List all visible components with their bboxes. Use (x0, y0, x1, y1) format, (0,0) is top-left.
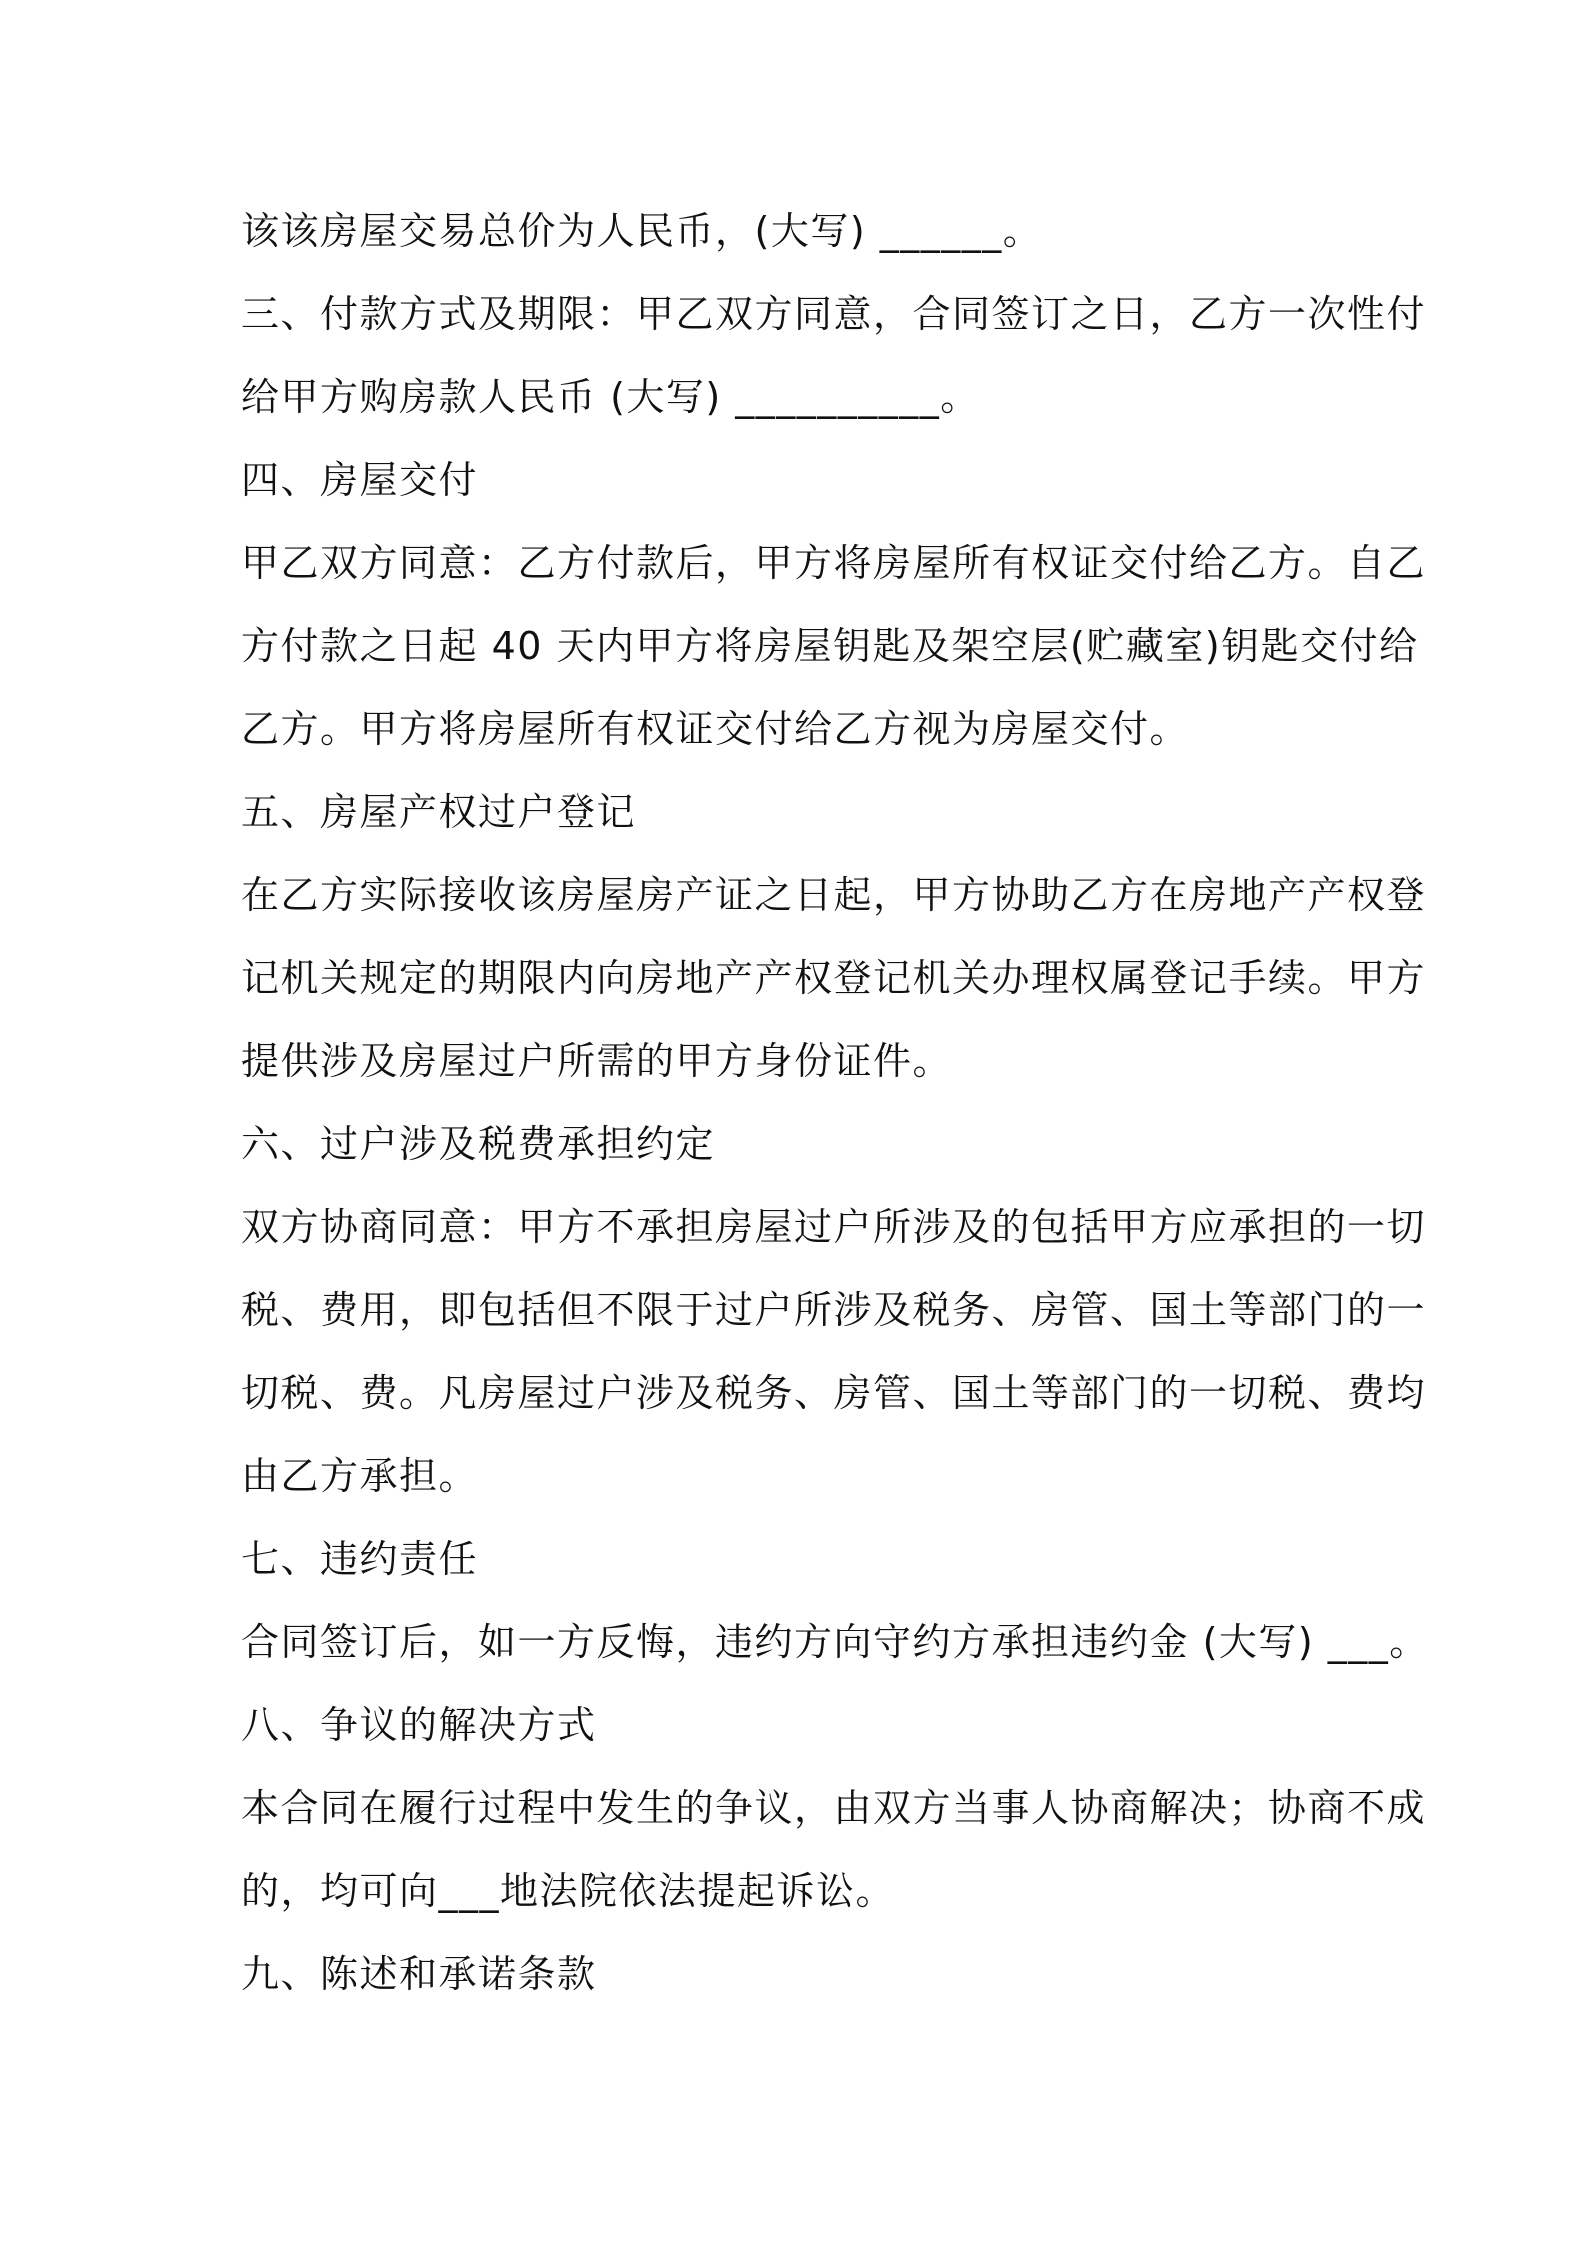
paragraph-line: 方付款之日起 40 天内甲方将房屋钥匙及架空层(贮藏室)钥匙交付给 (241, 624, 1419, 668)
section-heading-taxes: 六、过户涉及税费承担约定 (241, 1122, 716, 1166)
section-heading-dispute: 八、争议的解决方式 (241, 1703, 597, 1747)
section-heading-payment: 三、付款方式及期限：甲乙双方同意，合同签订之日，乙方一次性付 (241, 292, 1427, 336)
paragraph-line: 在乙方实际接收该房屋房产证之日起，甲方协助乙方在房地产产权登 (241, 873, 1427, 917)
paragraph-line: 乙方。甲方将房屋所有权证交付给乙方视为房屋交付。 (241, 707, 1190, 751)
section-heading-transfer-registration: 五、房屋产权过户登记 (241, 790, 637, 834)
paragraph-line: 给甲方购房款人民币 (大写) __________。 (241, 375, 980, 419)
section-heading-delivery: 四、房屋交付 (241, 458, 479, 502)
contract-text (241, 205, 1429, 2031)
paragraph-line-total-price: 该该房屋交易总价为人民币，(大写) ______。 (241, 209, 1043, 253)
paragraph-line: 的，均可向___地法院依法提起诉讼。 (241, 1869, 896, 1913)
paragraph-line: 切税、费。凡房屋过户涉及税务、房管、国土等部门的一切税、费均 (241, 1371, 1427, 1415)
paragraph-line: 合同签订后，如一方反悔，违约方向守约方承担违约金 (大写) ___。 (241, 1620, 1429, 1664)
paragraph-line: 提供涉及房屋过户所需的甲方身份证件。 (241, 1039, 953, 1083)
paragraph-line: 税、费用，即包括但不限于过户所涉及税务、房管、国土等部门的一 (241, 1288, 1427, 1332)
paragraph-line: 本合同在履行过程中发生的争议，由双方当事人协商解决；协商不成 (241, 1786, 1427, 1830)
section-heading-representations: 九、陈述和承诺条款 (241, 1952, 597, 1996)
paragraph-line: 记机关规定的期限内向房地产产权登记机关办理权属登记手续。甲方 (241, 956, 1427, 1000)
section-heading-breach: 七、违约责任 (241, 1537, 479, 1581)
paragraph-line: 甲乙双方同意：乙方付款后，甲方将房屋所有权证交付给乙方。自乙 (241, 541, 1427, 585)
paragraph-line: 由乙方承担。 (241, 1454, 479, 1498)
paragraph-line: 双方协商同意：甲方不承担房屋过户所涉及的包括甲方应承担的一切 (241, 1205, 1427, 1249)
